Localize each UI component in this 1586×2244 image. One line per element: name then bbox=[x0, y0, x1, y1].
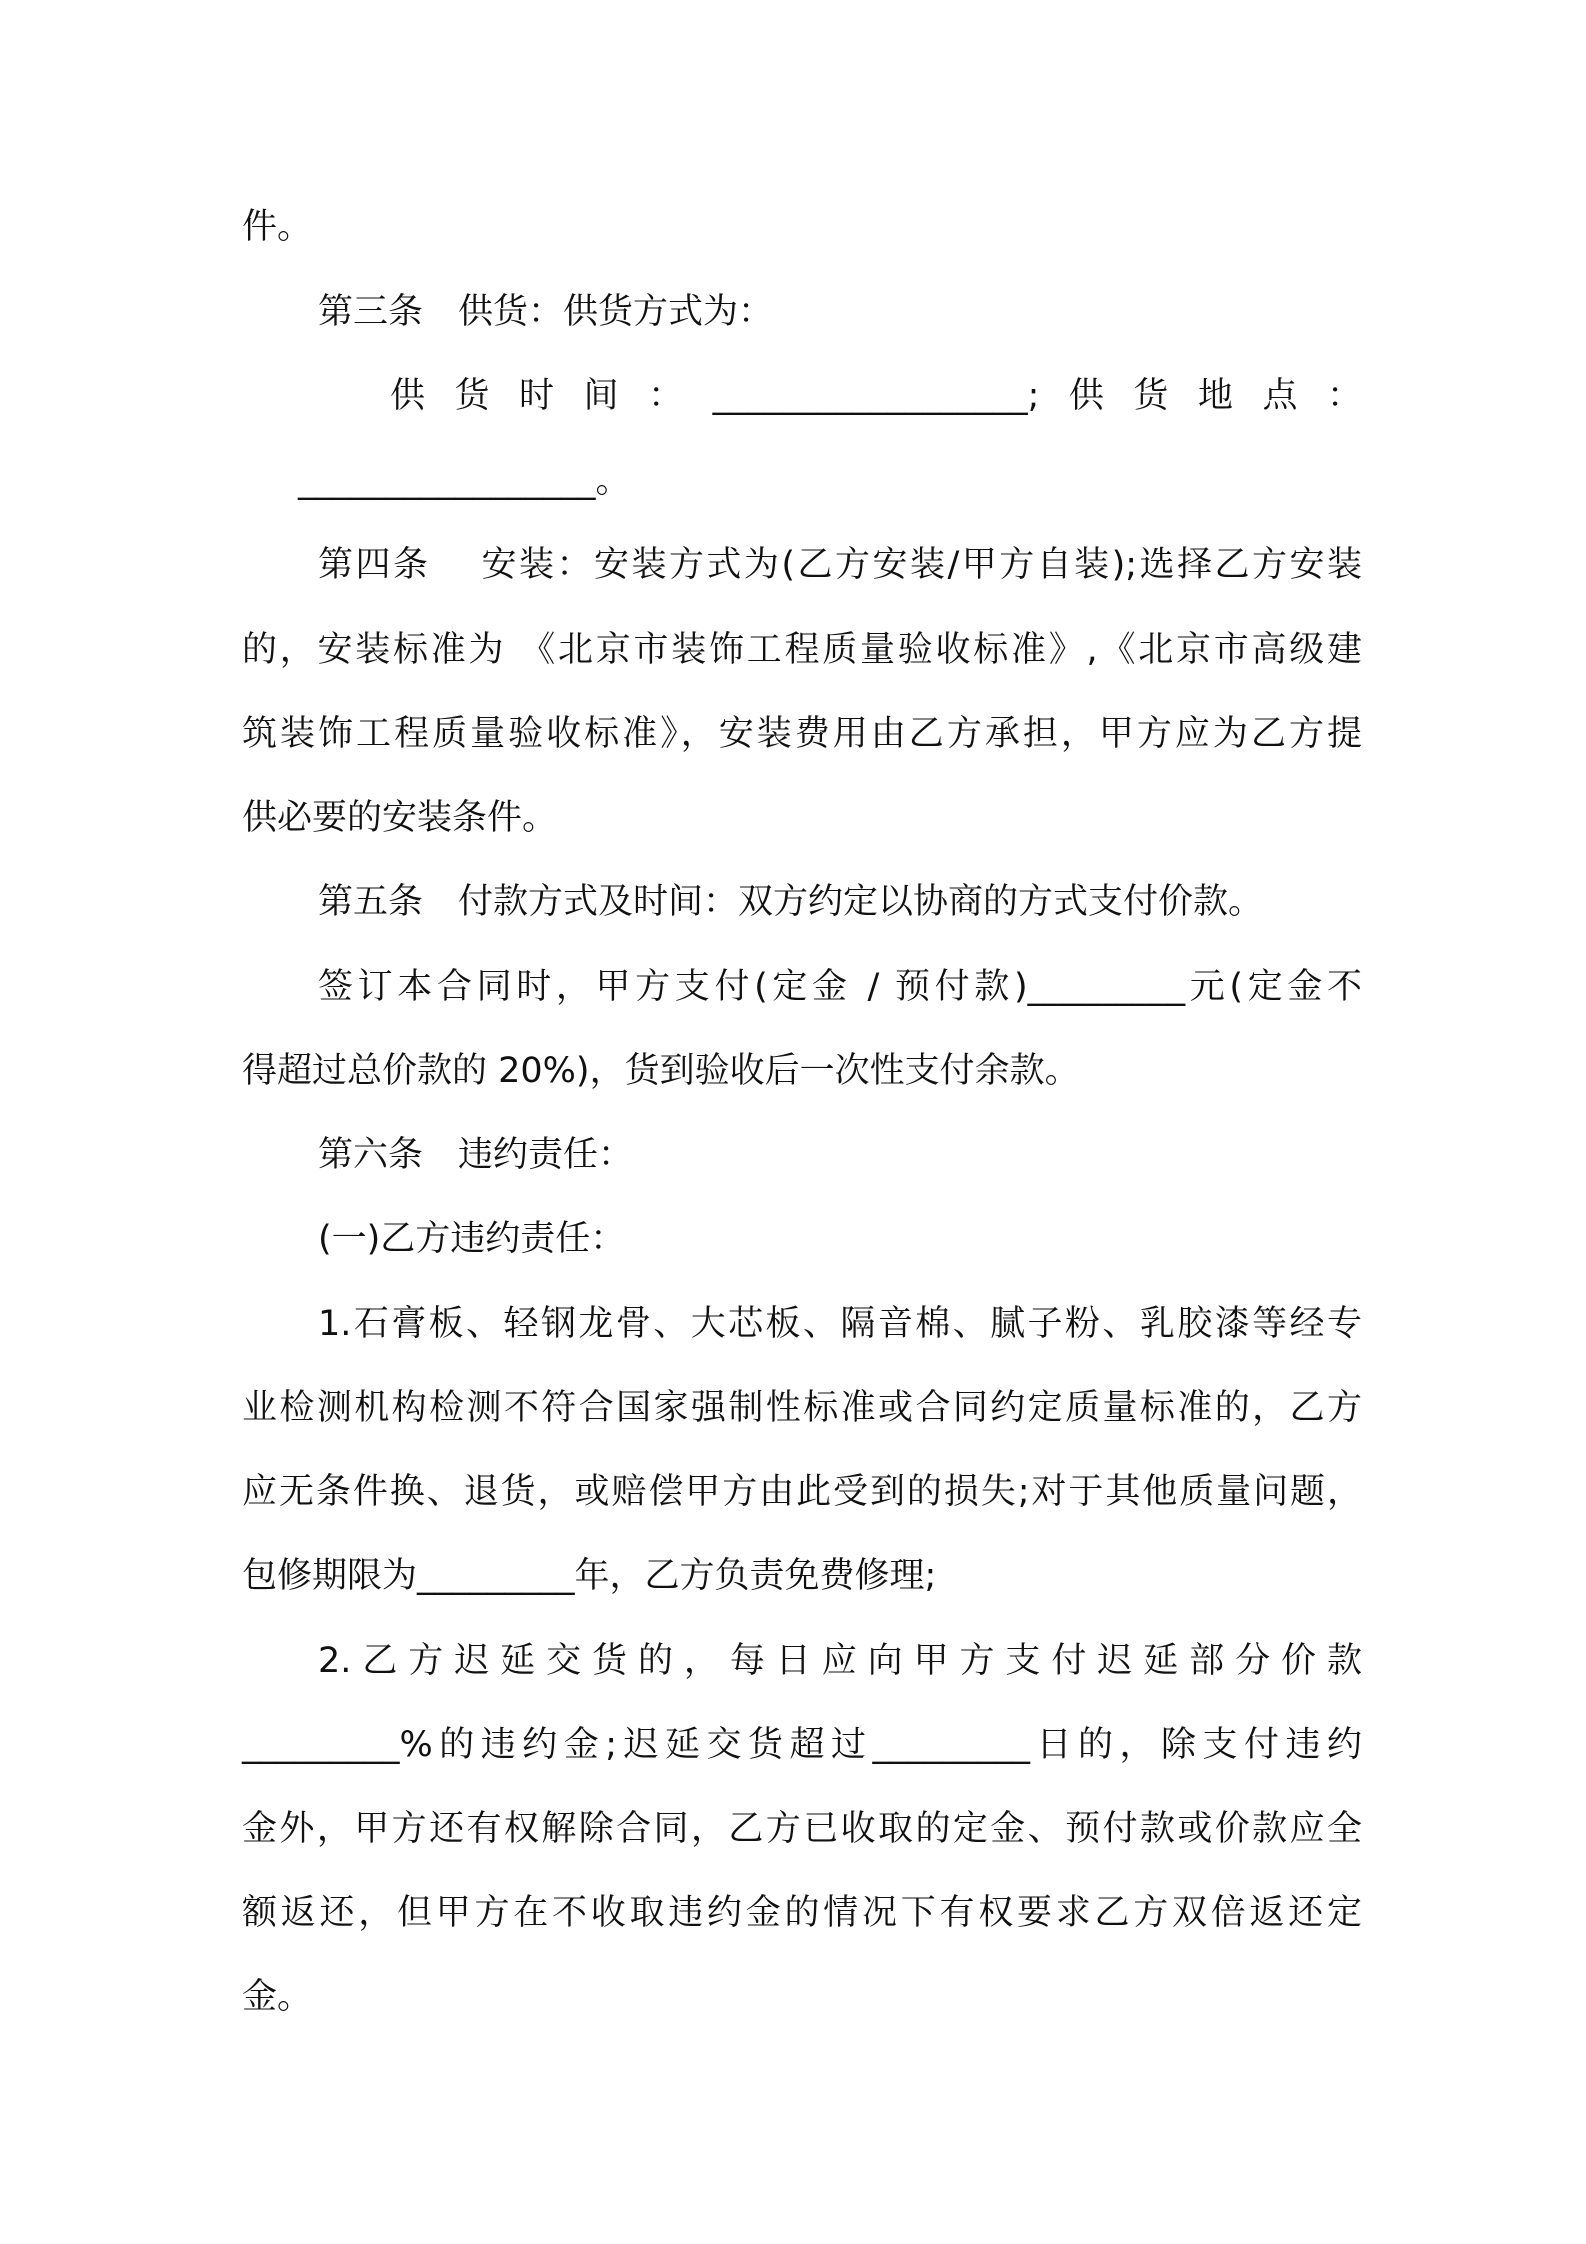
clause-1-line-3: 应无条件换、退货，或赔偿甲方由此受到的损失;对于其他质量问题， bbox=[242, 1472, 1362, 1512]
supply-time-place-line: 供货时间：__________________;供货地点： bbox=[390, 376, 1362, 416]
supply-place-blank-line: _________________。 bbox=[298, 461, 631, 501]
article-4-line-1: 第四条 安装：安装方式为(乙方安装/甲方自装);选择乙方安装 bbox=[318, 545, 1362, 585]
clause-2-line-2: _________%的违约金;迟延交货超过_________日的，除支付违约 bbox=[242, 1725, 1362, 1765]
article-4-line-2: 的，安装标准为 《北京市装饰工程质量验收标准》,《北京市高级建 bbox=[242, 630, 1362, 670]
clause-1-line-4: 包修期限为_________年，乙方负责免费修理; bbox=[242, 1556, 937, 1596]
payment-line-1: 签订本合同时，甲方支付(定金 / 预付款)_________元(定金不 bbox=[318, 967, 1362, 1007]
article-4-line-3: 筑装饰工程质量验收标准》，安装费用由乙方承担，甲方应为乙方提 bbox=[242, 714, 1362, 754]
clause-2-line-1: 2.乙方迟延交货的，每日应向甲方支付迟延部分价款 bbox=[318, 1641, 1362, 1681]
clause-2-line-4: 额返还，但甲方在不收取违约金的情况下有权要求乙方双倍返还定 bbox=[242, 1893, 1362, 1933]
clause-2-line-3: 金外，甲方还有权解除合同，乙方已收取的定金、预付款或价款应全 bbox=[242, 1809, 1362, 1849]
payment-line-2: 得超过总价款的 20%)，货到验收后一次性支付余款。 bbox=[242, 1051, 1080, 1091]
text-line-1: 件。 bbox=[242, 207, 313, 247]
clause-2-line-5: 金。 bbox=[242, 1977, 313, 2017]
party-b-liability-heading: (一)乙方违约责任： bbox=[318, 1219, 626, 1259]
article-5-heading: 第五条 付款方式及时间：双方约定以协商的方式支付价款。 bbox=[318, 882, 1264, 922]
article-6-heading: 第六条 违约责任： bbox=[318, 1135, 634, 1175]
clause-1-line-1: 1.石膏板、轻钢龙骨、大芯板、隔音棉、腻子粉、乳胶漆等经专 bbox=[318, 1304, 1362, 1344]
article-3-heading: 第三条 供货：供货方式为： bbox=[318, 292, 774, 332]
article-4-line-4: 供必要的安装条件。 bbox=[242, 798, 558, 838]
clause-1-line-2: 业检测机构检测不符合国家强制性标准或合同约定质量标准的，乙方 bbox=[242, 1388, 1362, 1428]
